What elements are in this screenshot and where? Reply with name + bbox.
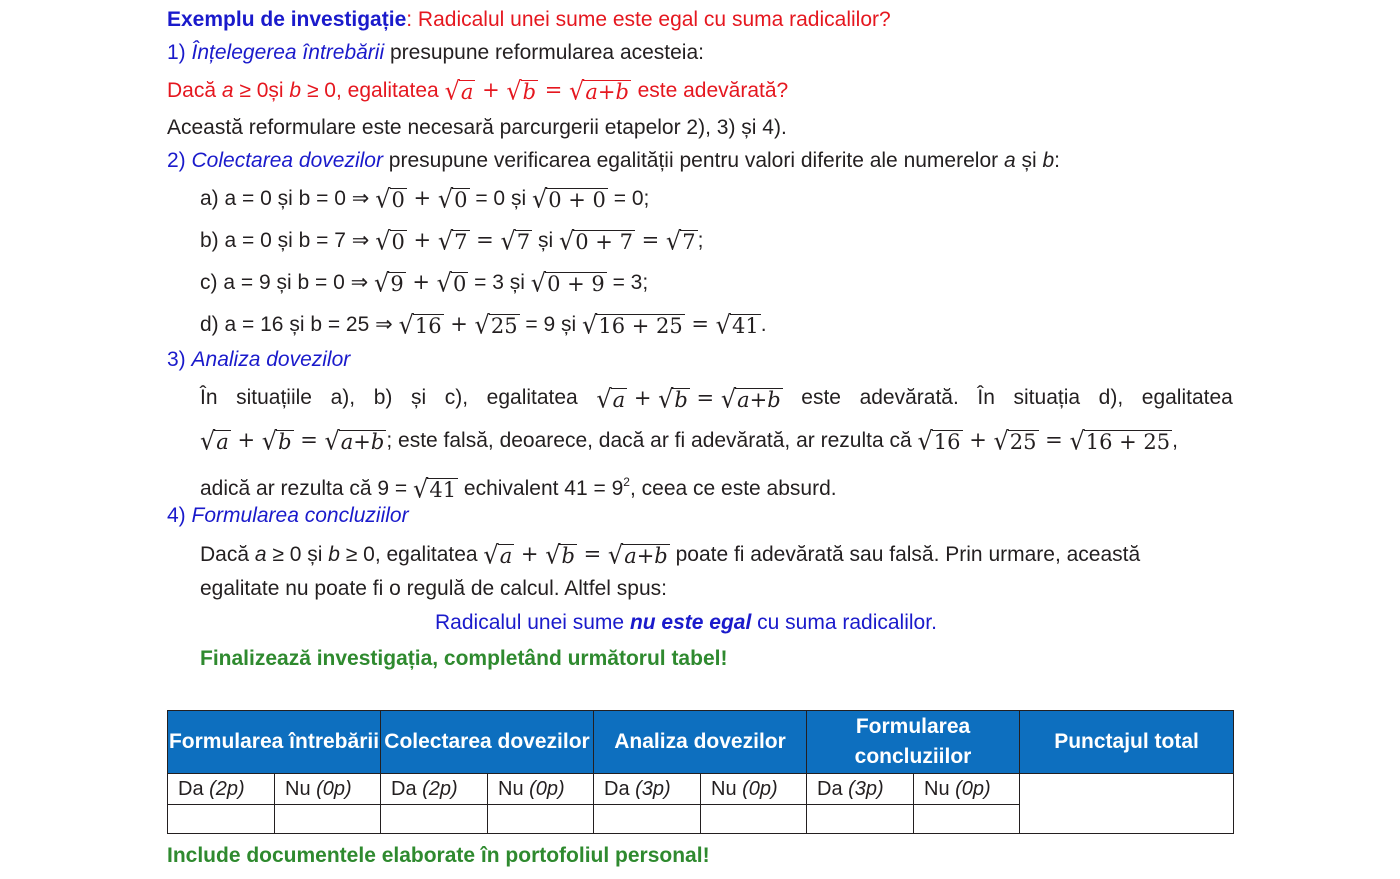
header-formularea-concluziilor: Formularea concluziilor: [807, 711, 1020, 774]
investigation-title: Exemplu de investigație: Radicalul unei sume este egal cu suma radicalilor?: [167, 8, 891, 31]
option-cell: Nu (0p): [488, 774, 594, 805]
case-b: b) a = 0 și b = 7 ⇒ √0 + √7 = √7 și √0 + 7 = √7;: [200, 226, 704, 256]
option-cell: Da (3p): [807, 774, 914, 805]
necessary-text: Această reformulare este necesară parcurgerii etapelor 2), 3) și 4).: [167, 116, 787, 139]
option-cell: Da (2p): [168, 774, 275, 805]
header-colectarea-dovezilor: Colectarea dovezilor: [381, 711, 594, 774]
finalize-instruction: Finalizează investigația, completând următorul tabel!: [200, 647, 728, 670]
answer-cell[interactable]: [275, 805, 381, 834]
reformulation: Dacă a ≥ 0și b ≥ 0, egalitatea √a + √b = √a+b este adevărată?: [167, 76, 789, 106]
option-cell: Da (3p): [594, 774, 701, 805]
answer-cell[interactable]: [488, 805, 594, 834]
case-c: c) a = 9 și b = 0 ⇒ √9 + √0 = 3 și √0 + 9 = 3;: [200, 268, 649, 298]
answer-cell[interactable]: [168, 805, 275, 834]
option-cell: Nu (0p): [914, 774, 1020, 805]
step1-heading: 1) Înțelegerea întrebării presupune reformularea acesteia:: [167, 41, 704, 64]
include-instruction: Include documentele elaborate în portofoliul personal!: [167, 844, 710, 867]
option-cell: Nu (0p): [701, 774, 807, 805]
final-statement: Radicalul unei sume nu este egal cu suma radicalilor.: [435, 611, 937, 634]
conclusion-line-2: egalitate nu poate fi o regulă de calcul. Altfel spus:: [200, 577, 667, 600]
step3-heading: 3) Analiza dovezilor: [167, 348, 351, 371]
answer-cell[interactable]: [914, 805, 1020, 834]
header-punctajul-total: Punctajul total: [1020, 711, 1234, 774]
analysis-line-2: √a + √b = √a+b; este falsă, deoarece, dacă ar fi adevărată, ar rezulta că √16 + √25 = √16 + 25,: [200, 426, 1178, 456]
reformulation-equation: √a + √b = √a+b: [444, 76, 629, 106]
case-d: d) a = 16 și b = 25 ⇒ √16 + √25 = 9 și √16 + 25 = √41.: [200, 310, 767, 340]
step4-heading: 4) Formularea concluziilor: [167, 504, 409, 527]
total-score-cell[interactable]: [1020, 774, 1234, 834]
option-cell: Da (2p): [381, 774, 488, 805]
analysis-line-3: adică ar rezulta că 9 = √41 echivalent $41 = 9^2$, ceea ce este absurd.: [200, 474, 837, 504]
option-cell: Nu (0p): [275, 774, 381, 805]
analysis-line-1: În situațiile a), b) și c), egalitatea √a + √b = √a+b este adevărată. În situația d), egalitatea: [200, 384, 1233, 414]
header-analiza-dovezilor: Analiza dovezilor: [594, 711, 807, 774]
scoring-table: [167, 710, 1234, 834]
answer-cell[interactable]: [594, 805, 701, 834]
answer-cell[interactable]: [807, 805, 914, 834]
conclusion-line-1: Dacă a ≥ 0 și b ≥ 0, egalitatea √a + √b = √a+b poate fi adevărată sau falsă. Prin urmare, această: [200, 540, 1141, 570]
header-formularea-intrebarii: Formularea întrebării: [168, 711, 381, 774]
case-a: a) a = 0 și b = 0 ⇒ √0 + √0 = 0 și √0 + 0 = 0;: [200, 184, 650, 214]
step2-heading: 2) Colectarea dovezilor presupune verificarea egalității pentru valori diferite ale numerelor a și b:: [167, 149, 1061, 172]
answer-cell[interactable]: [701, 805, 807, 834]
answer-cell[interactable]: [381, 805, 488, 834]
